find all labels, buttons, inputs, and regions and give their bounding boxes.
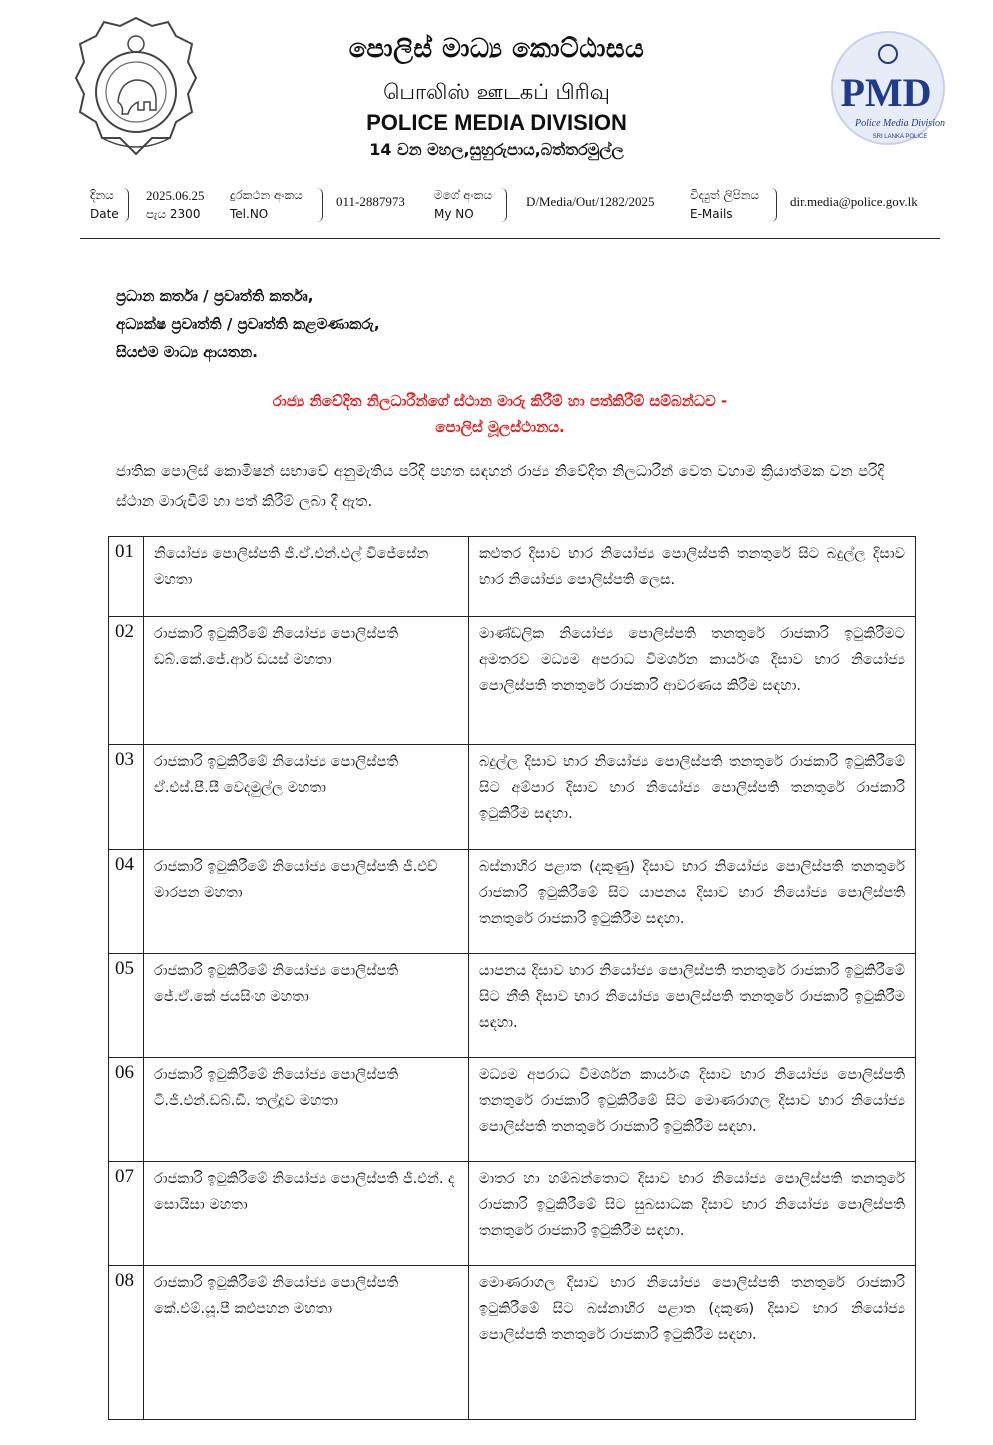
letterhead-title-tamil: பொலிஸ் ஊடகப் பிரிவு [383, 80, 610, 104]
table-row [109, 850, 916, 954]
table-row [109, 617, 916, 745]
transfer-description: මාතර හා හම්බන්තොට දිසාව භාර නියෝජ්‍ය පොලිස්පති තනතුරේ රාජකාරි ඉටුකිරීමේ සිට සුබසාධක දිසාව භාර නියෝජ්‍ය පොලිස්පති තනතුරේ රාජකාරි ඉටුකිරීම සඳහා. [469, 1162, 916, 1266]
addressee-line: අධ්‍යක්ෂ ප්‍රවෘත්ති / ප්‍රවෘත්ති කළමණාකරු, [116, 315, 380, 333]
table-row [109, 954, 916, 1058]
row-number: 01 [109, 537, 144, 617]
row-number: 06 [109, 1058, 144, 1162]
email-label: විද්‍යුත් ලිපිනය E-Mails [690, 188, 760, 221]
addressee-block [116, 282, 380, 366]
transfer-description: මොණරාගල දිසාව භාර නියෝජ්‍ය පොලිස්පති තනතුරේ රාජකාරි ඉටුකිරීමේ සිට බස්නාහිර පළාත (දකුණ) දිසාව භාර නියෝජ්‍ය පොලිස්පති තනතුරේ රාජකාරි ඉටුකිරීම සඳහා. [469, 1266, 916, 1420]
officer-name: රාජකාරි ඉටුකිරීමේ නියෝජ්‍ය පොලිස්පති ටී.ජී.එන්.ඩබ්.ඩී. තල්දූව මහතා [144, 1058, 469, 1162]
addressee-line: සියළුම මාධ්‍ය ආයතන. [116, 343, 258, 361]
brace-divider [314, 188, 323, 222]
officer-name: රාජකාරි ඉටුකිරීමේ නියෝජ්‍ය පොලිස්පති ජේ.ඒ.කේ ජයසිංහ මහතා [144, 954, 469, 1058]
letterhead-title-english: POLICE MEDIA DIVISION [366, 110, 627, 135]
brace-divider [120, 188, 129, 222]
pmd-initials: PMD [840, 70, 932, 115]
transfer-description: යාපනය දිසාව භාර නියෝජ්‍ය පොලිස්පති තනතුරේ රාජකාරි ඉටුකිරීමේ සිට නීති දිසාව භාර නියෝජ්‍ය පොලිස්පති තනතුරේ රාජකාරි ඉටුකිරීම සඳහා. [469, 954, 916, 1058]
officer-name: රාජකාරි ඉටුකිරීමේ නියෝජ්‍ය පොලිස්පති ජී.එන්. ද සොයිසා මහතා [144, 1162, 469, 1266]
tel-label: දුරකථන අංකය Tel.NO [230, 188, 303, 221]
row-number: 07 [109, 1162, 144, 1266]
my-no-value: D/Media/Out/1282/2025 [526, 194, 655, 209]
officer-name: රාජකාරි ඉටුකිරීමේ නියෝජ්‍ය පොලිස්පති කේ.එම්.යූ.පී කළුපහන මහතා [144, 1266, 469, 1420]
row-number: 08 [109, 1266, 144, 1420]
row-number: 04 [109, 850, 144, 954]
date-value: 2025.06.25 පැය 2300 [146, 188, 205, 221]
transfers-table [108, 536, 916, 1420]
date-label: දිනය Date [90, 188, 119, 221]
pmd-sub-text: SRI LANKA POLICE [872, 134, 928, 140]
intro-paragraph: ජාතික පොලිස් කොමිෂන් සභාවේ අනුමැතිය පරිදි පහත සඳහන් රාජ්‍ය නිවේදිත නිලධාරීන් වෙත වහාම ක්‍රියාත්මක වන පරිදි ස්ථාන මාරුවීම් හා පත් කිරීම් ලබා දී ඇත. [116, 462, 884, 510]
table-row [109, 1162, 916, 1266]
transfer-description: බස්නාහිර පළාත (දකුණු) දිසාව භාර නියෝජ්‍ය පොලිස්පති තනතුරේ රාජකාරි ඉටුකිරීමේ සිට යාපනය දිසාව භාර නියෝජ්‍ය පොලිස්පති තනතුරේ රාජකාරි ඉටුකිරීම සඳහා. [469, 850, 916, 954]
header-divider [80, 238, 940, 239]
transfer-description: කළුතර දිසාව භාර නියෝජ්‍ය පොලිස්පති තනතුරේ සිට බදුල්ල දිසාව භාර නියෝජ්‍ය පොලිස්පති ලෙස. [469, 537, 916, 617]
table-row [109, 745, 916, 850]
table-row [109, 1058, 916, 1162]
table-row [109, 537, 916, 617]
row-number: 05 [109, 954, 144, 1058]
table-row [109, 1266, 916, 1420]
transfer-description: බදුල්ල දිසාව භාර නියෝජ්‍ය පොලිස්පති තනතුරේ රාජකාරි ඉටුකිරීමේ සිට අම්පාර දිසාව භාර නියෝජ්‍ය පොලිස්පති තනතුරේ රාජකාරි ඉටුකිරීම සඳහා. [469, 745, 916, 850]
letterhead-title-sinhala: පොලිස් මාධ්‍ය කොට්ඨාසය [348, 34, 645, 64]
transfer-description: මධ්‍යම අපරාධ විමර්ශන කාර්යංශ දිසාව භාර නියෝජ්‍ය පොලිස්පති තනතුරේ රාජකාරි ඉටුකිරීමේ සිට මොණරාගල දිසාව භාර නියෝජ්‍ය පොලිස්පති තනතුරේ රාජකාරි ඉටුකිරීම සඳහා. [469, 1058, 916, 1162]
row-number: 03 [109, 745, 144, 850]
row-number: 02 [109, 617, 144, 745]
email-value: dir.media@police.gov.lk [790, 194, 918, 209]
brace-divider [498, 188, 507, 222]
pmd-arc-text: Police Media Division [855, 118, 945, 129]
reference-info-strip [90, 182, 940, 232]
officer-name: රාජකාරි ඉටුකිරීමේ නියෝජ්‍ය පොලිස්පති ඩබ්.කේ.ජේ.ආර් ඩයස් මහතා [144, 617, 469, 745]
addressee-line: ප්‍රධාන කර්තෘ / ප්‍රවෘත්ති කර්තෘ, [116, 287, 314, 305]
tel-value: 011-2887973 [336, 194, 405, 209]
officer-name: රාජකාරි ඉටුකිරීමේ නියෝජ්‍ය පොලිස්පති ජී.එච් මාරපන මහතා [144, 850, 469, 954]
brace-divider [768, 188, 777, 222]
officer-name: රාජකාරි ඉටුකිරීමේ නියෝජ්‍ය පොලිස්පති ඒ.එස්.පී.සී වෙදමුල්ල මහතා [144, 745, 469, 850]
transfer-description: මාණ්ඩලික නියෝජ්‍ය පොලිස්පති තනතුරේ රාජකාරි ඉටුකිරීමට අමතරව මධ්‍යම අපරාධ විමර්ශන කාර්යංශ දිසාව භාර නියෝජ්‍ය පොලිස්පති තනතුරේ රාජකාරි ආවරණය කිරීම සඳහා. [469, 617, 916, 745]
letterhead-address: 14 වන මහල,සුහුරුපාය,බත්තරමුල්ල [369, 140, 624, 159]
officer-name: නියෝජ්‍ය පොලිස්පති ජී.ඒ.එන්.එල් විජේසේන මහතා [144, 537, 469, 617]
subject-heading: රාජ්‍ය නිවේදිත නිලධාරීන්ගේ ස්ථාන මාරු කිරීම් හා පත්කිරීම් සම්බන්ධව - පොලිස් මූලස්ථානය. [272, 392, 728, 436]
my-no-label: මගේ අංකය My NO [434, 188, 493, 221]
